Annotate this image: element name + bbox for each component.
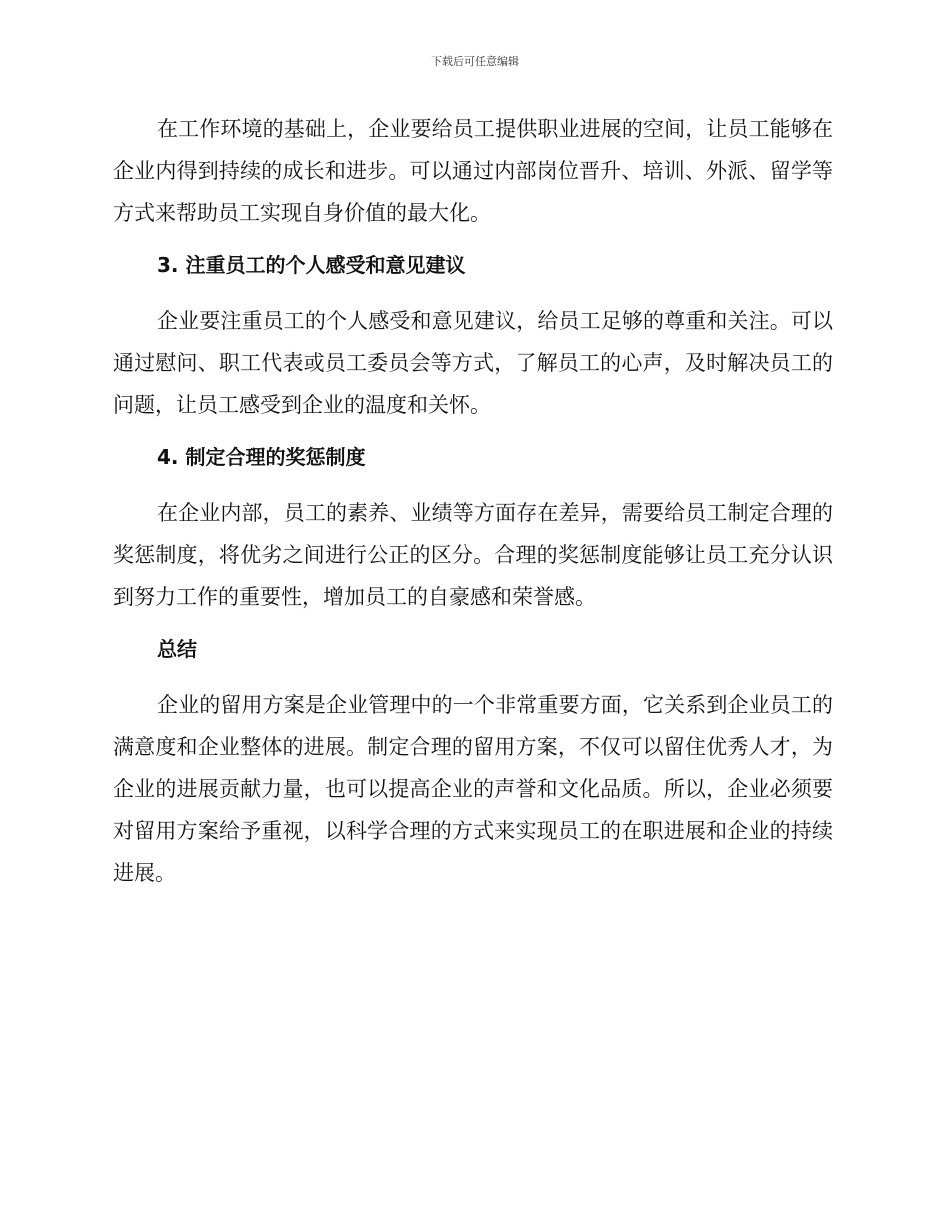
paragraph-reward-system: 在企业内部，员工的素养、业绩等方面存在差异，需要给员工制定合理的奖惩制度，将优劣之间进行公正的区分。合理的奖惩制度能够让员工充分认识到努力工作的重要性，增加员工的自豪感和荣誉感。 xyxy=(113,501,833,609)
document-body xyxy=(113,108,833,894)
paragraph-summary: 企业的留用方案是企业管理中的一个非常重要方面，它关系到企业员工的满意度和企业整体的进展。制定合理的留用方案，不仅可以留住优秀人才，为企业的进展贡献力量，也可以提高企业的声誉和文化品质。所以，企业必须要对留用方案给予重视，以科学合理的方式来实现员工的在职进展和企业的持续进展。 xyxy=(113,693,833,885)
section-heading-employee-feedback: 3. 注重员工的个人感受和意见建议 xyxy=(157,253,466,277)
paragraph-employee-feedback: 企业要注重员工的个人感受和意见建议，给员工足够的尊重和关注。可以通过慰问、职工代表或员工委员会等方式，了解员工的心声，及时解决员工的问题，让员工感受到企业的温度和关怀。 xyxy=(113,309,833,417)
page-header: 下载后可任意编辑 xyxy=(431,55,519,68)
section-heading-reward-system: 4. 制定合理的奖惩制度 xyxy=(157,445,366,469)
paragraph-career-development: 在工作环境的基础上，企业要给员工提供职业进展的空间，让员工能够在企业内得到持续的成长和进步。可以通过内部岗位晋升、培训、外派、留学等方式来帮助员工实现自身价值的最大化。 xyxy=(113,117,833,225)
section-heading-summary: 总结 xyxy=(157,637,197,661)
